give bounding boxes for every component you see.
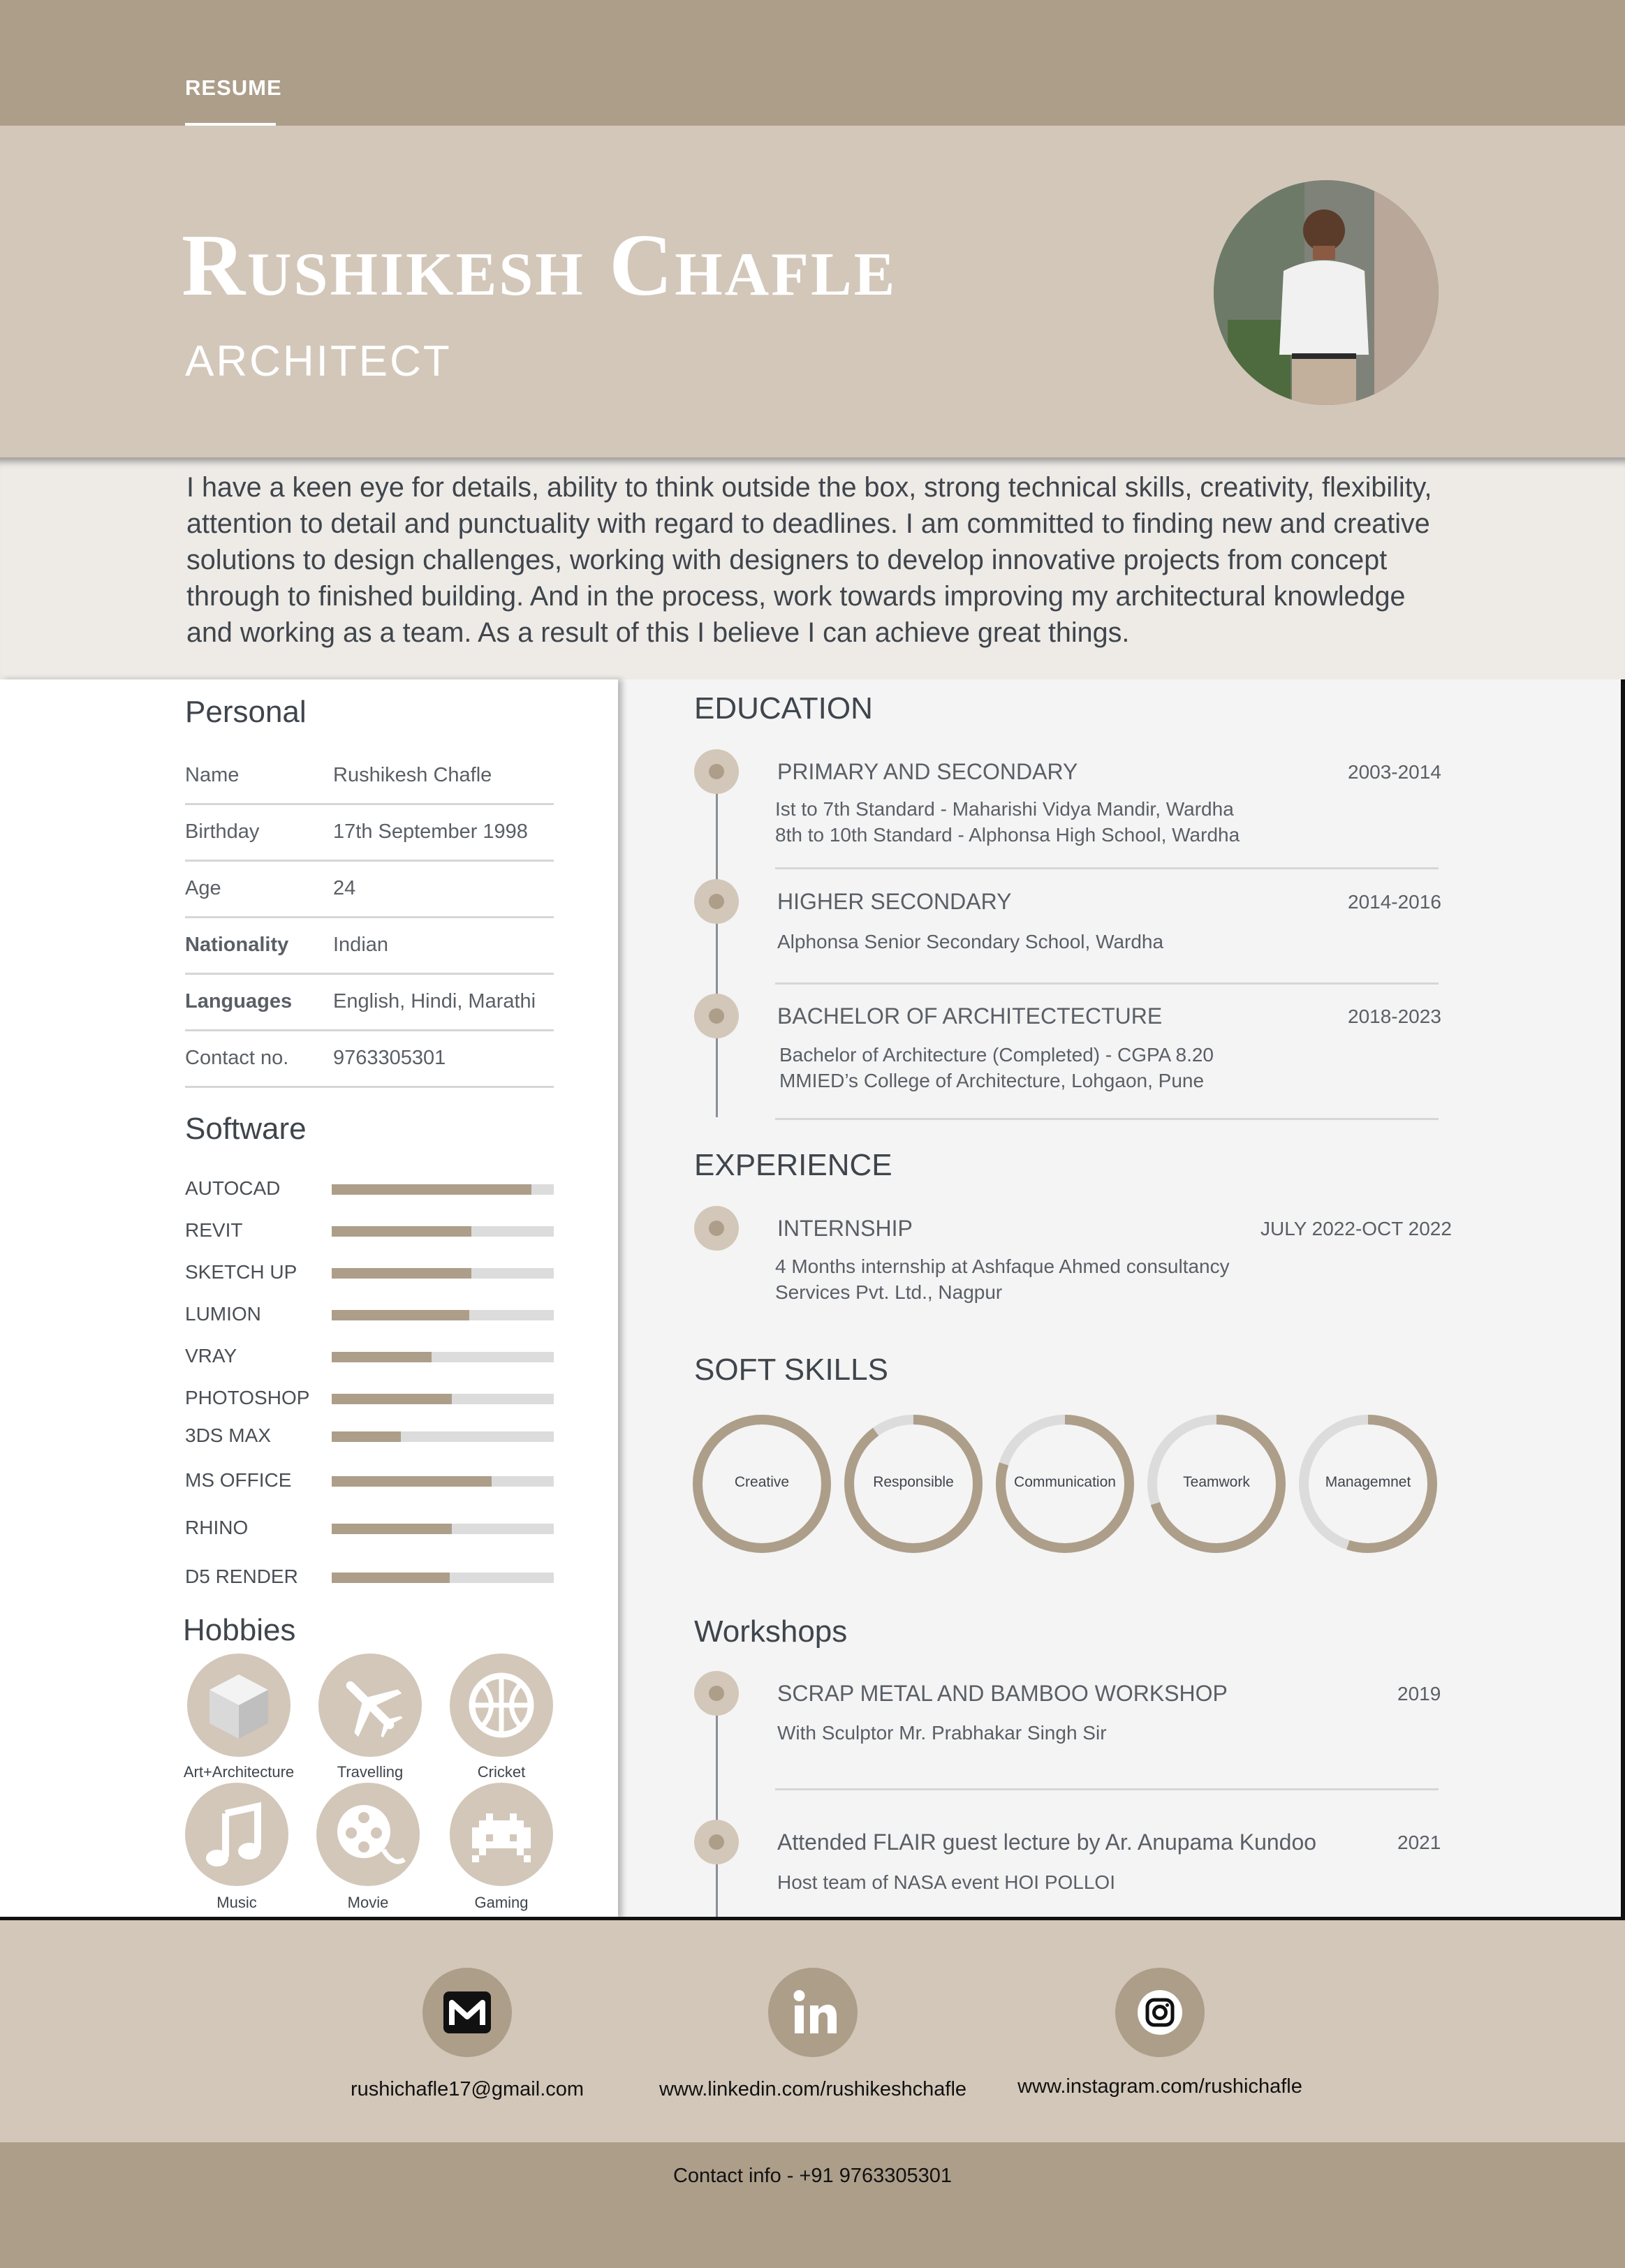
software-bar-track [332, 1431, 554, 1442]
software-label: MS OFFICE [185, 1469, 292, 1491]
timeline-dot [694, 879, 739, 924]
personal-value: Indian [333, 934, 389, 956]
timeline-dot [694, 994, 739, 1038]
software-bar-track [332, 1352, 554, 1362]
software-bar-track [332, 1184, 554, 1195]
workshop-item-line: Host team of NASA event HOI POLLOI [777, 1871, 1115, 1893]
skill-label: Communication [1014, 1474, 1116, 1490]
hobby-label: Art+Architecture [183, 1763, 295, 1781]
software-bar-fill [332, 1226, 471, 1237]
experience-item-year: JULY 2022-OCT 2022 [1260, 1218, 1452, 1239]
email-button[interactable] [422, 1968, 512, 2057]
education-item-title: BACHELOR OF ARCHITECTECTURE [777, 1003, 1163, 1029]
hobby-label: Gaming [474, 1894, 529, 1911]
software-bar-track [332, 1268, 554, 1279]
software-label: LUMION [185, 1303, 261, 1325]
experience-item-title: INTERNSHIP [777, 1216, 913, 1241]
person-name: Rushikesh Chafle [182, 217, 897, 314]
education-timeline [716, 768, 718, 1117]
personal-label: Nationality [185, 934, 289, 956]
education-item-line: MMIED’s College of Architecture, Lohgaon, Pune [779, 1070, 1205, 1091]
workshop-item-title: SCRAP METAL AND BAMBOO WORKSHOP [777, 1681, 1228, 1706]
personal-row [185, 860, 554, 918]
software-title: Software [185, 1112, 307, 1146]
software-bar-track [332, 1226, 554, 1237]
education-item-title: PRIMARY AND SECONDARY [777, 759, 1078, 784]
personal-value: Rushikesh Chafle [333, 764, 492, 786]
hobby-label: Travelling [337, 1763, 404, 1781]
linkedin-icon [768, 1968, 858, 2057]
film-reel-icon [316, 1783, 420, 1886]
workshop-item-title: Attended FLAIR guest lecture by Ar. Anupama Kundoo [777, 1829, 1317, 1855]
hobby-music [185, 1783, 288, 1886]
personal-row [185, 804, 554, 862]
cube-icon [187, 1654, 291, 1757]
timeline-dot [694, 749, 739, 794]
software-label: 3DS MAX [185, 1424, 271, 1446]
education-title: EDUCATION [694, 691, 873, 726]
personal-value: 9763305301 [333, 1047, 446, 1069]
separator [775, 982, 1439, 985]
workshop-item-line: With Sculptor Mr. Prabhakar Singh Sir [777, 1722, 1107, 1744]
page-border-right [1621, 679, 1625, 1919]
software-bar-fill [332, 1524, 452, 1534]
software-label: AUTOCAD [185, 1177, 281, 1199]
experience-item-line: 4 Months internship at Ashfaque Ahmed consultancy [775, 1256, 1230, 1277]
personal-label: Languages [185, 990, 293, 1012]
skill-label: Managemnet [1325, 1474, 1411, 1490]
personal-value: 17th September 1998 [333, 820, 528, 843]
timeline-dot [694, 1820, 739, 1864]
personal-value: 24 [333, 877, 356, 899]
bottom-band [0, 2142, 1625, 2268]
education-item-line: 8th to 10th Standard - Alphonsa High School, Wardha [775, 824, 1240, 846]
timeline-dot [694, 1206, 739, 1251]
personal-label: Age [185, 877, 221, 899]
skill-label: Creative [734, 1474, 790, 1490]
separator [775, 1788, 1439, 1790]
instagram-icon [1115, 1968, 1205, 2057]
software-bar-fill [332, 1184, 531, 1195]
software-bar-track [332, 1310, 554, 1320]
workshop-item-year: 2019 [1397, 1683, 1441, 1704]
separator [775, 1118, 1439, 1120]
software-bar-fill [332, 1394, 452, 1404]
software-bar-fill [332, 1476, 492, 1487]
separator [775, 867, 1439, 869]
software-label: SKETCH UP [185, 1261, 297, 1283]
education-item-title: HIGHER SECONDARY [777, 889, 1012, 914]
soft-skills-title: SOFT SKILLS [694, 1353, 888, 1387]
profile-photo [1214, 180, 1439, 405]
skill-label: Teamwork [1183, 1474, 1250, 1490]
resume-tab[interactable]: RESUME [185, 75, 282, 100]
software-bar-fill [332, 1352, 432, 1362]
hobby-travelling [318, 1654, 422, 1757]
software-bar-track [332, 1573, 554, 1583]
software-label: PHOTOSHOP [185, 1387, 310, 1408]
summary-text: I have a keen eye for details, ability to think outside the box, strong technical skills, creativity, flexibility, attention to detail and punctuality with regard to deadlines. I am committed to finding new and creative solutions to design challenges, working with designers to develop innovative projects from concept through to finished building. And in the process, work towards improving my architectural knowledge and working as a team. As a result of this I believe I can achieve great things. [186, 472, 1432, 648]
software-bar-track [332, 1476, 554, 1487]
software-bar-track [332, 1394, 554, 1404]
linkedin-button[interactable] [768, 1968, 858, 2057]
hobby-label: Movie [347, 1894, 389, 1911]
software-bar-fill [332, 1310, 469, 1320]
education-item-line: Ist to 7th Standard - Maharishi Vidya Mandir, Wardha [775, 798, 1234, 820]
hobbies-title: Hobbies [183, 1613, 296, 1647]
experience-title: EXPERIENCE [694, 1148, 892, 1182]
music-note-icon [185, 1783, 288, 1886]
ball-icon [450, 1654, 553, 1757]
personal-row [185, 973, 554, 1031]
personal-value: English, Hindi, Marathi [333, 990, 536, 1012]
hobby-gaming [450, 1783, 553, 1886]
software-bar-track [332, 1524, 554, 1534]
education-item-line: Bachelor of Architecture (Completed) - CGPA 8.20 [779, 1044, 1214, 1066]
personal-label: Contact no. [185, 1047, 289, 1069]
hobby-label: Cricket [477, 1763, 526, 1781]
software-label: RHINO [185, 1517, 249, 1538]
software-label: D5 RENDER [185, 1566, 298, 1587]
personal-label: Name [185, 764, 240, 786]
timeline-dot [694, 1671, 739, 1716]
contact-info: Contact info - +91 9763305301 [672, 2165, 953, 2187]
education-item-line: Alphonsa Senior Secondary School, Wardha [777, 931, 1164, 952]
software-label: REVIT [185, 1219, 243, 1241]
instagram-link[interactable]: www.instagram.com/rushichafle [1017, 2075, 1302, 2098]
hobby-label: Music [216, 1894, 257, 1911]
education-item-year: 2003-2014 [1348, 761, 1441, 783]
hobby-cricket [450, 1654, 553, 1757]
personal-label: Birthday [185, 820, 260, 843]
software-bar-fill [332, 1573, 450, 1583]
instagram-button[interactable] [1115, 1968, 1205, 2057]
workshops-timeline [716, 1690, 718, 1917]
personal-title: Personal [185, 695, 307, 729]
person-role: ARCHITECT [185, 337, 452, 385]
linkedin-link[interactable]: www.linkedin.com/rushikeshchafle [659, 2078, 967, 2100]
top-band [0, 0, 1625, 126]
software-bar-fill [332, 1268, 471, 1279]
experience-item-line: Services Pvt. Ltd., Nagpur [775, 1281, 1003, 1303]
hobby-movie [316, 1783, 420, 1886]
software-bar-fill [332, 1431, 401, 1442]
workshop-item-year: 2021 [1397, 1832, 1441, 1853]
hobby-art-architecture [187, 1654, 291, 1757]
space-invader-icon [450, 1783, 553, 1886]
email-link[interactable]: rushichafle17@gmail.com [350, 2078, 584, 2100]
software-label: VRAY [185, 1345, 237, 1367]
airplane-icon [318, 1654, 422, 1757]
personal-row [185, 1030, 554, 1088]
education-item-year: 2018-2023 [1348, 1006, 1441, 1027]
skill-label: Responsible [873, 1474, 954, 1490]
personal-row [185, 917, 554, 975]
workshops-title: Workshops [694, 1614, 848, 1649]
mail-icon [422, 1968, 512, 2057]
personal-row [185, 747, 554, 805]
education-item-year: 2014-2016 [1348, 891, 1441, 913]
